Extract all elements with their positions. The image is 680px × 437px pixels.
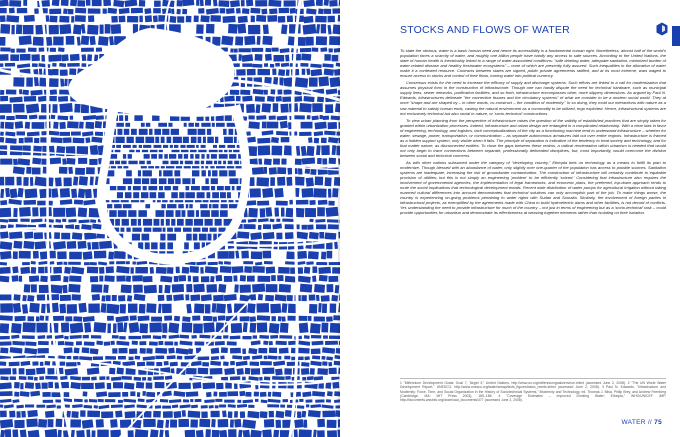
page-folio [621,419,662,426]
hexagon-logo-icon [656,22,668,36]
paragraph-4: As with other nations subsumed under the category of "developing country," Ethiopia bets on technology as a means to fulfill its plan to modernize. Though blessed with an abundance of water, only slightly over one-quarter of the population has access to potable sources. Sanitation systems are inadequate, increasing the risk of groundwater contamination. The construction of infrastructure will certainly contribute to equitable provision of utilities; but this is not simply an engineering 'problem' to be efficiently 'solved.' Considering that infrastructure also requires the involvement of governmental agencies, the implementation of legal frameworks, and economic plans, the preferred, top-down approach tends to mute the social implications that technological development entails. Recent wide distribution of water pumps for agricultural irrigation without taking nuanced cultural differences into account demonstrates that technical solutions can only accomplish part of the job. To make things worse, the country is experiencing on-going problems pertaining to water rights with Sudan and Somalia. Similarly, the involvement of foreign parties in infrastructural projects, as exemplified by the agreements made with China to build hydroelectric dams and other facilities, is not devoid of conflicts. Yet, understanding the need to provide infrastructure for much of the country – not just in terms of engineering but as a 'socio-technical' task – could provide opportunities for urbanism and demonstrate its effectiveness at weaving together elements rather than isolating on their isolation. [400,159,666,216]
paragraph-1: To state the obvious, water is a basic human need and hence its accessibility is a fundamental human right. Nonetheless, almost half of the world's population faces a scarcity of water, and roughly one billion people have hardly any access to safe sources. According to the United Nations, the state of human health is inextricably linked to a range of water-associated conditions: "safe drinking water, adequate sanitation, minimized burden of water-related disease and healthy freshwater ecosystems" – none of which are presently fully assured. Such inequalities in the allocation of water make it a contested resource. Contracts between states are signed, public private agreements ratified, and at its most extreme, wars waged to ensure access to stocks and control of their flows, turning water into political currency. [400,48,666,79]
right-page [340,0,680,437]
footnotes: 1 "Millennium Development Goals: Goal 7, Target 3," United Nations, http://www.un.org/millenniumgoals/environ.shtml (accessed June 2, 2008). 2 "The UN World Water Development Report," UNESCO, http://www.unesco.org/water/wwap/facts_figures/basic_needs.shtml (accessed June 2, 2008). 3 Paul N. Edwards, "Infrastructure and Modernity: Force, Time, and Social Organization in the History of Sociotechnical Systems," Modernity and Technology, ed. Thomas J. Misa, Philip Brey, and Andrew Feenberg (Cambridge, MA: MIT Press 2003), 185–186. 4 "Coverage Estimates – Improved Drinking Water: Ethiopia," WHO/UNICEF JMP, http://documents.wssinfo.org/download_documents/477 (accessed June 2, 2008). [400,378,666,402]
section-tab [672,26,680,46]
paragraph-3: To view urban planning from the perspective of infrastructure raises the question of the validity of established practices that are simply taken for granted within urbanization processes. Indeed, infrastructure and urban design are entangled in a complicated relationship. With a clear bias in favor of engineering, technology, and logistics, tacit conceptualizations of the city as a functioning machine tend to understand infrastructure – whether for water, sewage, power, transportation, or communication – as separate autonomous armatures laid out over entire regions. Infrastructure is framed as a hidden support system, only visible when it fails. The principle of separation is indicative of the tendency to treat society and technology, and for that matter nature, as disconnected entities. To close the gaps between these realms, a radical reorientation within urbanism is needed that would not only begin to trace connections between separate, professionally delineated disciplines, but, most importantly, would overcome the division between social and technical concerns. [400,117,666,158]
folio-label: WATER // [621,419,653,426]
paragraph-2: Consensus exists for the need to increase the efficacy of supply and discharge systems. Such efforts are linked to a call for modernization that assumes physical form in the construction of infrastructure. Though one can hardly dispute the need for technical hardware, such as municipal supply lines, sewer networks, purification facilities, and so forth, infrastructure encompasses other, more slippery dimensions. As argued by Paul N. Edwards, infrastructures delineate "the connective tissues and the circulatory systems" of what we consider to be a modern social world. They at once "shape and are shaped by – in other words, co-construct – the condition of modernity." In so doing, they mold our interactions with nature as a raw material to satisfy human ends, casting the natural environment as a commodity to be utilized, ergo exploited. Hence, infrastructural systems are not exclusively technical but also social in nature, or 'socio-technical' constructions. [400,80,666,116]
article-body [400,48,666,218]
page-title: STOCKS AND FLOWS OF WATER [400,24,570,36]
page-number: 75 [654,419,662,426]
